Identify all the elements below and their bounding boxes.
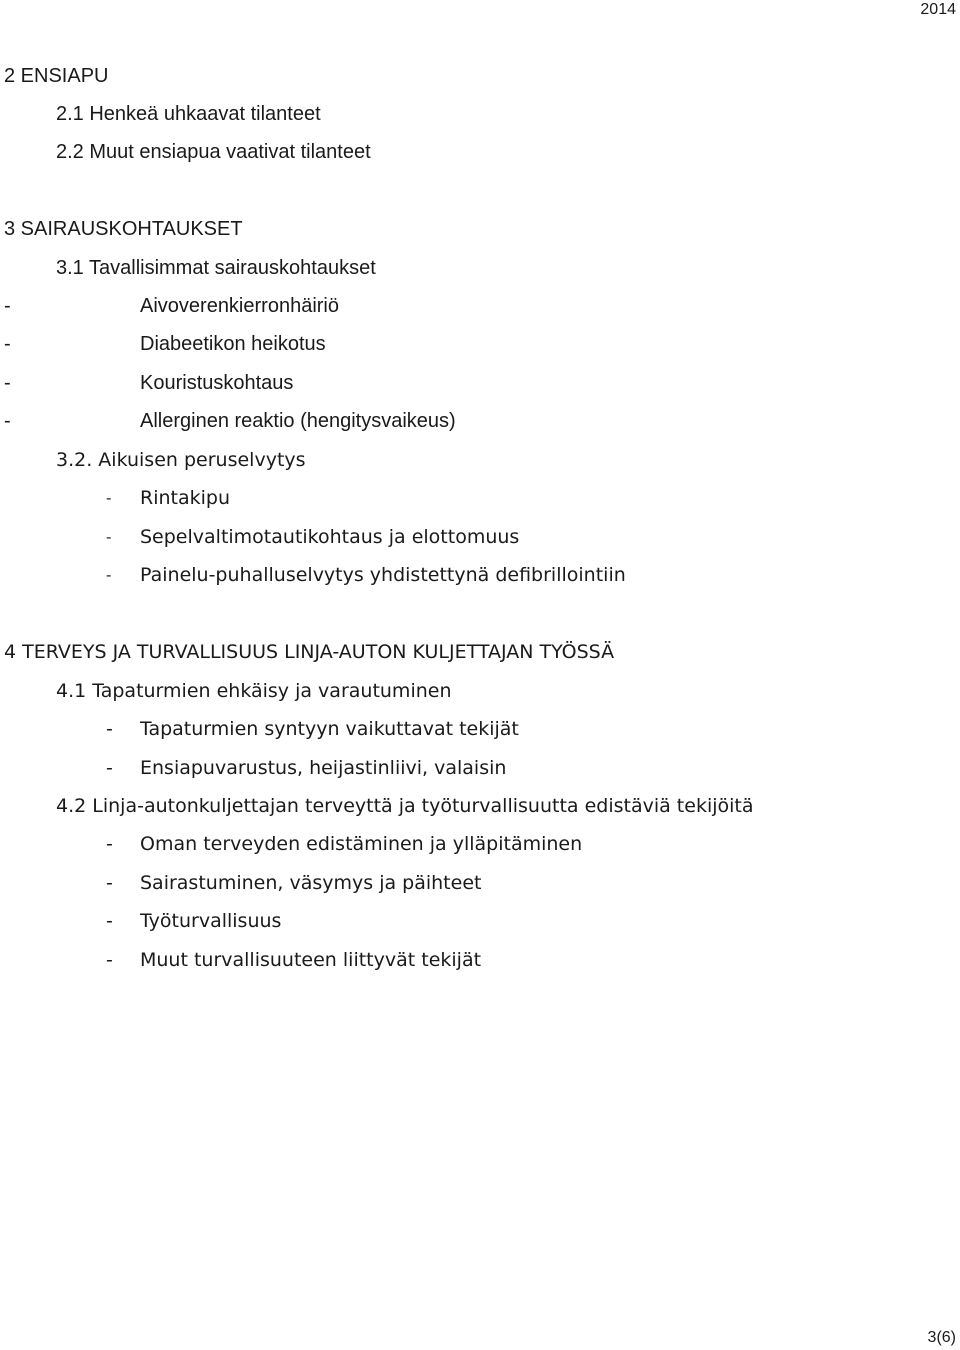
list-dash: - bbox=[106, 910, 113, 932]
section-2-item-2: 2.2 Muut ensiapua vaativat tilanteet bbox=[56, 141, 371, 163]
list-dash: - bbox=[106, 489, 112, 507]
section-4-2-item-2: Sairastuminen, väsymys ja päihteet bbox=[140, 872, 482, 894]
section-4-1-item-1: Tapaturmien syntyyn vaikuttavat tekijät bbox=[140, 718, 519, 740]
section-2-title: 2 ENSIAPU bbox=[4, 65, 109, 87]
section-3-title: 3 SAIRAUSKOHTAUKSET bbox=[4, 218, 243, 240]
list-dash: - bbox=[106, 757, 113, 779]
section-3-1-item-1: Aivoverenkierronhäiriö bbox=[140, 295, 339, 317]
list-dash: - bbox=[4, 410, 11, 432]
list-dash: - bbox=[106, 872, 113, 894]
section-2-item-1: 2.1 Henkeä uhkaavat tilanteet bbox=[56, 103, 321, 125]
list-dash: - bbox=[4, 333, 11, 355]
section-4-title: 4 TERVEYS JA TURVALLISUUS LINJA-AUTON KULJETTAJAN TYÖSSÄ bbox=[4, 641, 615, 663]
section-4-1-title: 4.1 Tapaturmien ehkäisy ja varautuminen bbox=[56, 680, 452, 702]
section-3-1-item-4: Allerginen reaktio (hengitysvaikeus) bbox=[140, 410, 456, 432]
section-3-1-item-3: Kouristuskohtaus bbox=[140, 372, 294, 394]
list-dash: - bbox=[4, 295, 11, 317]
section-3-2-item-2: Sepelvaltimotautikohtaus ja elottomuus bbox=[140, 526, 520, 548]
section-3-1-item-2: Diabeetikon heikotus bbox=[140, 333, 326, 355]
list-dash: - bbox=[106, 528, 112, 546]
list-dash: - bbox=[106, 566, 112, 584]
page-number: 3(6) bbox=[927, 1329, 956, 1346]
list-dash: - bbox=[4, 372, 11, 394]
section-4-2-title: 4.2 Linja-autonkuljettajan terveyttä ja työturvallisuutta edistäviä tekijöitä bbox=[56, 795, 754, 817]
section-3-1-title: 3.1 Tavallisimmat sairauskohtaukset bbox=[56, 257, 376, 279]
section-3-2-item-1: Rintakipu bbox=[140, 487, 230, 509]
section-3-2-item-3: Painelu-puhalluselvytys yhdistettynä defibrillointiin bbox=[140, 564, 626, 586]
list-dash: - bbox=[106, 833, 113, 855]
page-header-year: 2014 bbox=[920, 1, 956, 18]
section-4-1-item-2: Ensiapuvarustus, heijastinliivi, valaisin bbox=[140, 757, 507, 779]
section-3-2-title: 3.2. Aikuisen peruselvytys bbox=[56, 449, 306, 471]
section-4-2-item-1: Oman terveyden edistäminen ja ylläpitäminen bbox=[140, 833, 583, 855]
section-4-2-item-3: Työturvallisuus bbox=[140, 910, 282, 932]
list-dash: - bbox=[106, 718, 113, 740]
list-dash: - bbox=[106, 949, 113, 971]
section-4-2-item-4: Muut turvallisuuteen liittyvät tekijät bbox=[140, 949, 482, 971]
